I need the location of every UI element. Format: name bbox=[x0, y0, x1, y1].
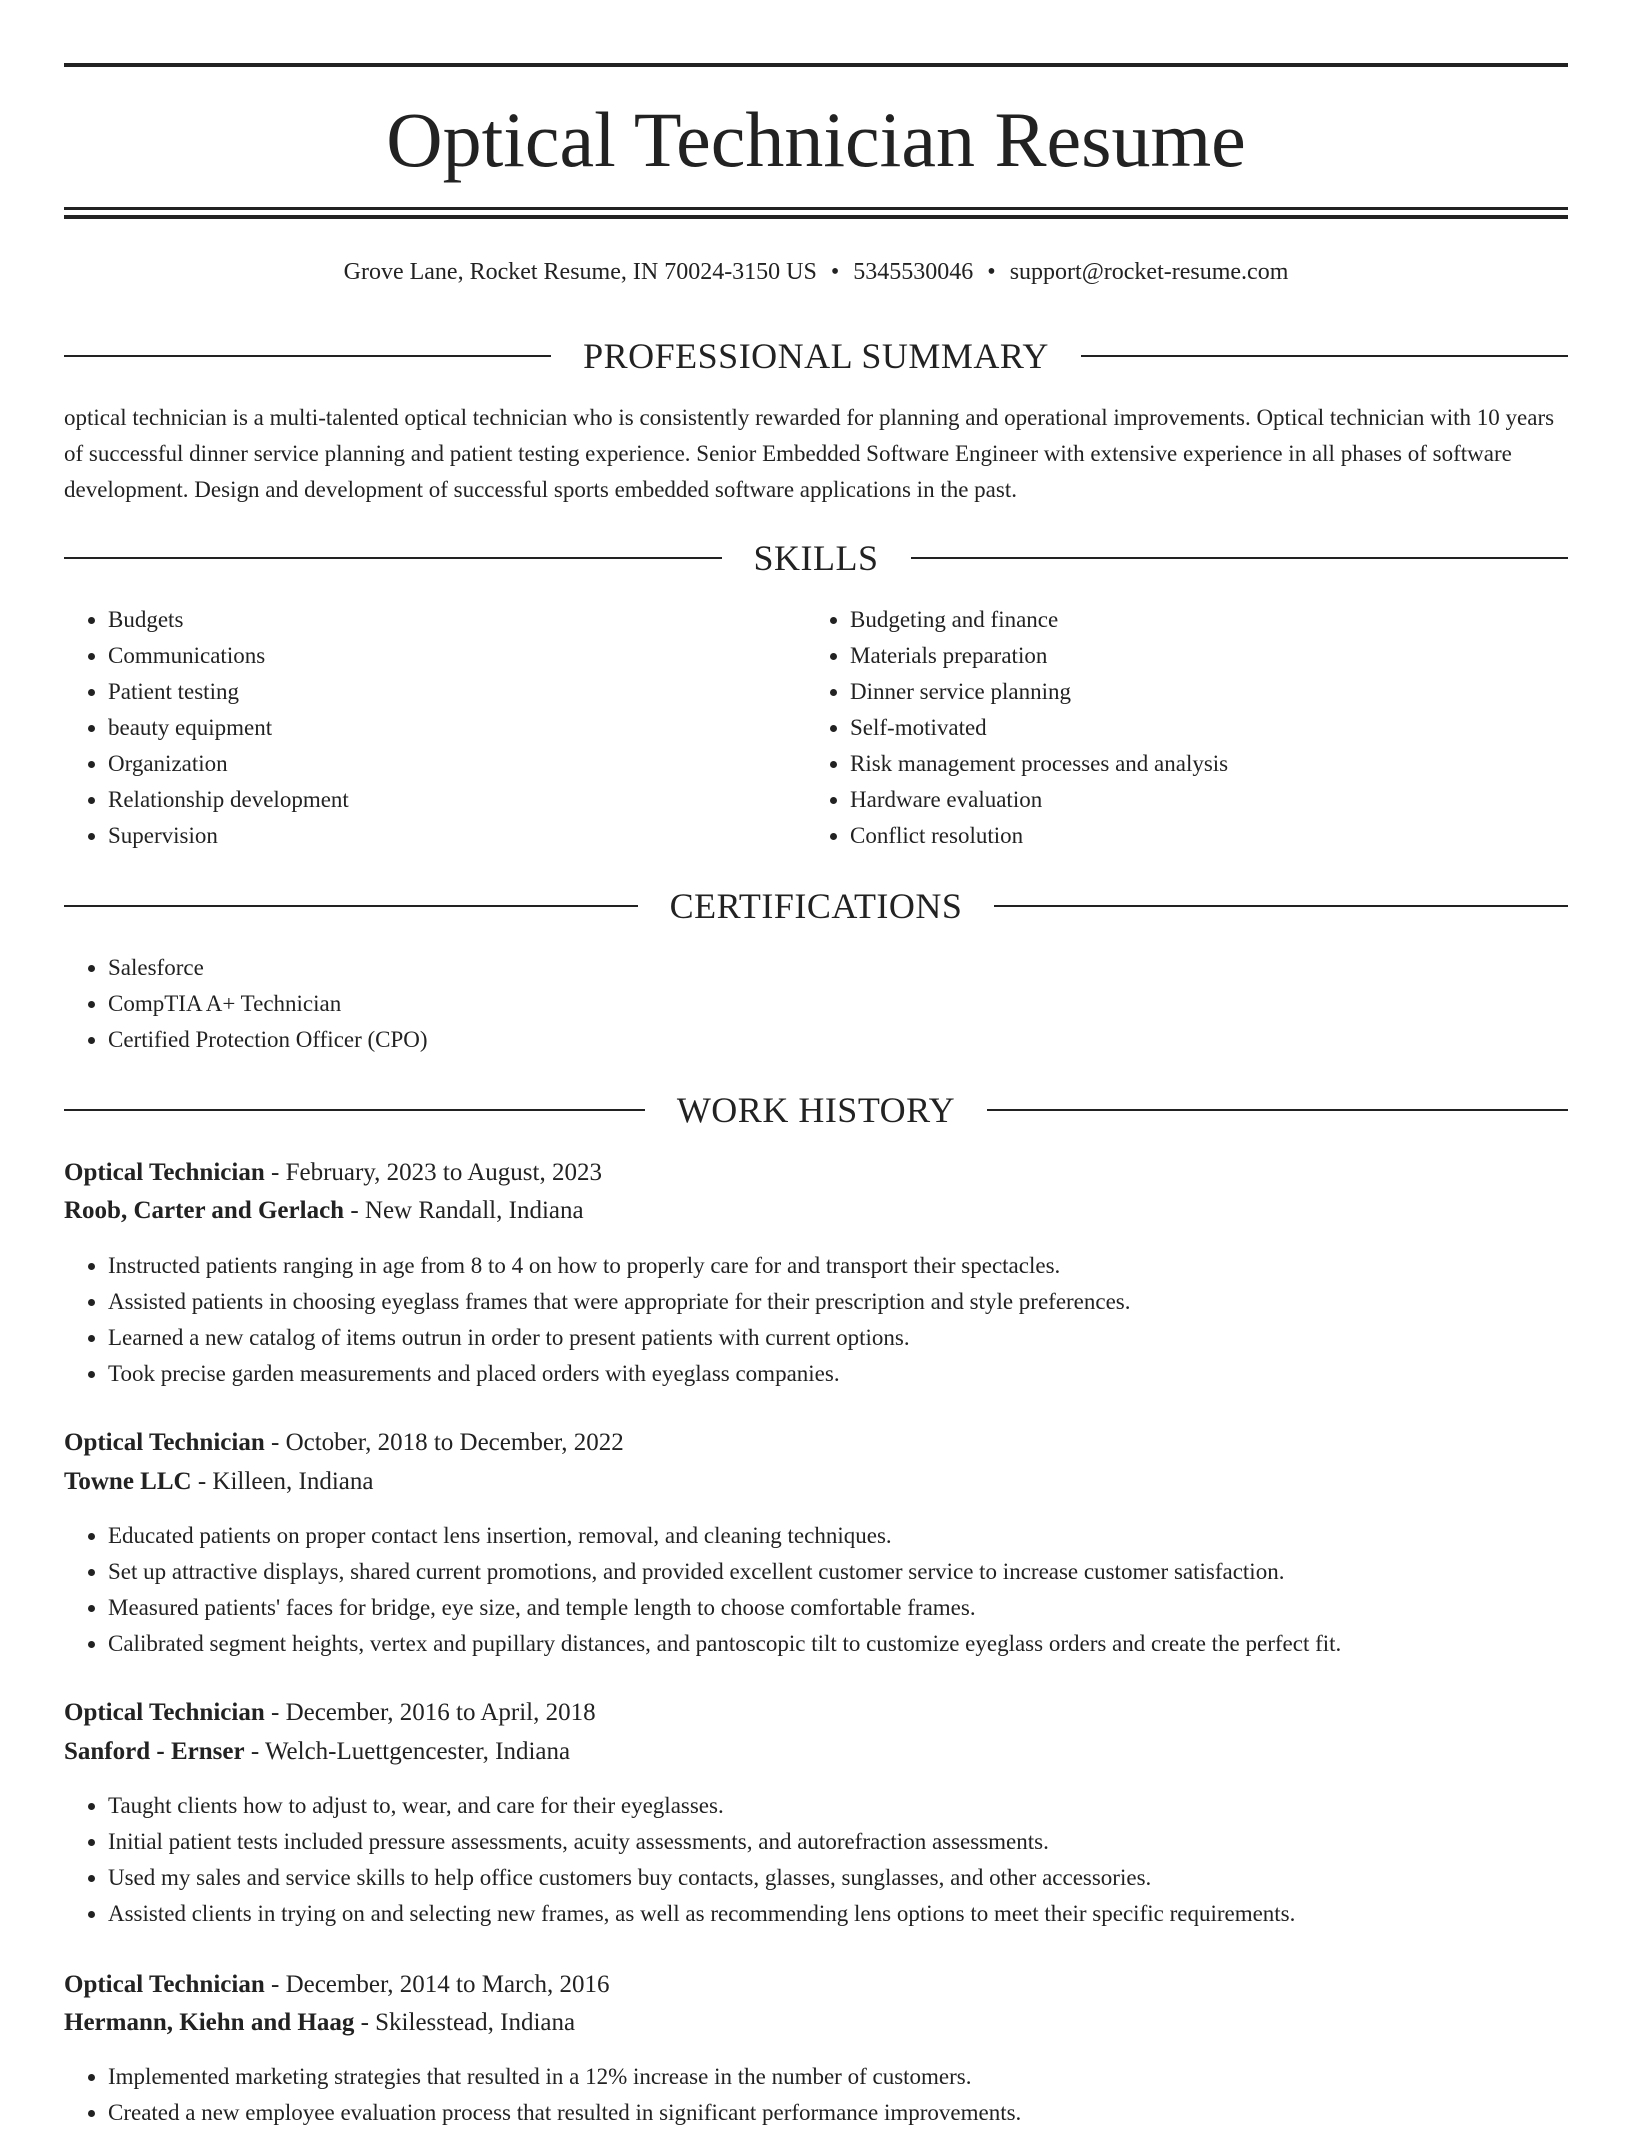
skill-item: • Dinner service planning bbox=[850, 674, 1228, 710]
job-dates: February, 2023 to August, 2023 bbox=[285, 1159, 602, 1186]
job-bullets bbox=[64, 1788, 1295, 1932]
section-title: SKILLS bbox=[753, 538, 879, 578]
section-heading-summary bbox=[64, 334, 1568, 378]
job-company: Hermann, Kiehn and Haag bbox=[64, 2009, 355, 2036]
heading-rule bbox=[994, 905, 1568, 907]
job-bullet: • Initial patient tests included pressure assessments, acuity assessments, and autorefraction assessments. bbox=[108, 1824, 1295, 1860]
section-title: WORK HISTORY bbox=[676, 1090, 956, 1130]
skill-item: • Conflict resolution bbox=[850, 818, 1228, 854]
skill-item: • beauty equipment bbox=[108, 710, 349, 746]
job-title: Optical Technician bbox=[64, 1429, 265, 1456]
job-bullet: • Set up attractive displays, shared current promotions, and provided excellent customer service to increase customer satisfaction. bbox=[108, 1554, 1341, 1590]
header-rule-lower bbox=[64, 215, 1568, 219]
contact-separator: • bbox=[830, 259, 840, 285]
job-bullets bbox=[64, 1248, 1131, 1392]
heading-rule bbox=[987, 1109, 1568, 1111]
header-top-rule bbox=[64, 63, 1568, 67]
heading-rule bbox=[64, 905, 638, 907]
job-company: Towne LLC bbox=[64, 1468, 192, 1495]
certification-item: • Salesforce bbox=[108, 950, 428, 986]
page-title: Optical Technician Resume bbox=[386, 96, 1246, 183]
job-bullet: • Assisted clients in trying on and selecting new frames, as well as recommending lens options to meet their specific requirements. bbox=[108, 1896, 1295, 1932]
job-title-line: Optical Technician - February, 2023 to August, 2023 bbox=[64, 1159, 602, 1186]
job-bullet: • Instructed patients ranging in age from 8 to 4 on how to properly care for and transport their spectacles. bbox=[108, 1248, 1131, 1284]
job-company-line: Towne LLC - Killeen, Indiana bbox=[64, 1468, 374, 1495]
resume-page bbox=[64, 0, 1568, 2125]
job-bullet: • Took precise garden measurements and placed orders with eyeglass companies. bbox=[108, 1356, 1131, 1392]
skill-item: • Materials preparation bbox=[850, 638, 1228, 674]
skill-item: • Supervision bbox=[108, 818, 349, 854]
skills-list-right bbox=[806, 602, 1228, 854]
skills-list-left bbox=[64, 602, 349, 854]
skill-item: • Budgeting and finance bbox=[850, 602, 1228, 638]
job-bullet: • Used my sales and service skills to help office customers buy contacts, glasses, sunglasses, and other accessories. bbox=[108, 1860, 1295, 1896]
skill-item: • Communications bbox=[108, 638, 349, 674]
job-company: Sanford - Ernser bbox=[64, 1738, 245, 1765]
job-dates: October, 2018 to December, 2022 bbox=[285, 1429, 624, 1456]
job-bullet: • Taught clients how to adjust to, wear, and care for their eyeglasses. bbox=[108, 1788, 1295, 1824]
job-location: Killeen, Indiana bbox=[212, 1468, 374, 1495]
header-rule-upper bbox=[64, 207, 1568, 210]
heading-rule bbox=[64, 355, 551, 357]
job-bullet: • Assisted patients in choosing eyeglass frames that were appropriate for their prescription and style preferences. bbox=[108, 1284, 1131, 1320]
summary-text: optical technician is a multi-talented optical technician who is consistently rewarded for planning and operational improvements. Optical technician with 10 years of successful dinner service planning and patient testing experience. Senior Embedded Software Engineer with extensive experience in all phases of software development. Design and development of successful sports embedded software applications in the past. bbox=[64, 405, 1555, 502]
skill-item: • Organization bbox=[108, 746, 349, 782]
heading-rule bbox=[64, 1109, 645, 1111]
skill-item: • Budgets bbox=[108, 602, 349, 638]
job-dates: December, 2016 to April, 2018 bbox=[285, 1699, 596, 1726]
certifications-list bbox=[64, 950, 428, 1058]
job-company-line: Hermann, Kiehn and Haag - Skilesstead, Indiana bbox=[64, 2009, 576, 2036]
job-bullet: • Implemented marketing strategies that resulted in a 12% increase in the number of customers. bbox=[108, 2059, 1021, 2095]
skill-item: • Patient testing bbox=[108, 674, 349, 710]
job-title-line: Optical Technician - December, 2016 to April, 2018 bbox=[64, 1699, 596, 1726]
skill-item: • Self-motivated bbox=[850, 710, 1228, 746]
job-bullet: • Educated patients on proper contact lens insertion, removal, and cleaning techniques. bbox=[108, 1518, 1341, 1554]
job-bullet: • Created a new employee evaluation process that resulted in significant performance improvements. bbox=[108, 2095, 1021, 2131]
contact-phone: 5345530046 bbox=[853, 259, 974, 285]
contact-separator: • bbox=[987, 259, 996, 285]
job-location: Welch-Luettgencester, Indiana bbox=[264, 1738, 571, 1765]
job-title: Optical Technician bbox=[64, 1971, 265, 1998]
contact-email: support@rocket-resume.com bbox=[1009, 259, 1289, 285]
contact-address: Grove Lane, Rocket Resume, IN 70024-3150 US bbox=[343, 259, 817, 285]
job-bullets bbox=[64, 1518, 1341, 1662]
section-heading-work-history bbox=[64, 1088, 1568, 1132]
job-title: Optical Technician bbox=[64, 1699, 265, 1726]
section-heading-skills bbox=[64, 536, 1568, 580]
certification-item: • Certified Protection Officer (CPO) bbox=[108, 1022, 428, 1058]
job-dates: December, 2014 to March, 2016 bbox=[285, 1971, 610, 1998]
certification-item: • CompTIA A+ Technician bbox=[108, 986, 428, 1022]
job-company-line: Sanford - Ernser - Welch-Luettgencester, Indiana bbox=[64, 1738, 571, 1765]
section-title: PROFESSIONAL SUMMARY bbox=[583, 336, 1049, 376]
job-company: Roob, Carter and Gerlach bbox=[64, 1197, 345, 1224]
job-bullet: • Measured patients' faces for bridge, eye size, and temple length to choose comfortable frames. bbox=[108, 1590, 1341, 1626]
skill-item: • Hardware evaluation bbox=[850, 782, 1228, 818]
section-heading-certifications bbox=[64, 884, 1568, 928]
heading-rule bbox=[64, 557, 722, 559]
heading-rule bbox=[1081, 355, 1568, 357]
job-company-line: Roob, Carter and Gerlach - New Randall, Indiana bbox=[64, 1197, 584, 1224]
job-bullets bbox=[64, 2059, 1021, 2131]
job-location: New Randall, Indiana bbox=[364, 1197, 584, 1224]
section-title: CERTIFICATIONS bbox=[669, 886, 963, 926]
job-title-line: Optical Technician - December, 2014 to March, 2016 bbox=[64, 1971, 610, 1998]
job-bullet: • Learned a new catalog of items outrun in order to present patients with current options. bbox=[108, 1320, 1131, 1356]
skill-item: • Risk management processes and analysis bbox=[850, 746, 1228, 782]
skill-item: • Relationship development bbox=[108, 782, 349, 818]
job-title: Optical Technician bbox=[64, 1159, 265, 1186]
job-bullet: • Calibrated segment heights, vertex and pupillary distances, and pantoscopic tilt to customize eyeglass orders and create the perfect fit. bbox=[108, 1626, 1341, 1662]
contact-line bbox=[64, 252, 1568, 292]
job-title-line: Optical Technician - October, 2018 to December, 2022 bbox=[64, 1429, 624, 1456]
heading-rule bbox=[911, 557, 1569, 559]
job-location: Skilesstead, Indiana bbox=[375, 2009, 576, 2036]
